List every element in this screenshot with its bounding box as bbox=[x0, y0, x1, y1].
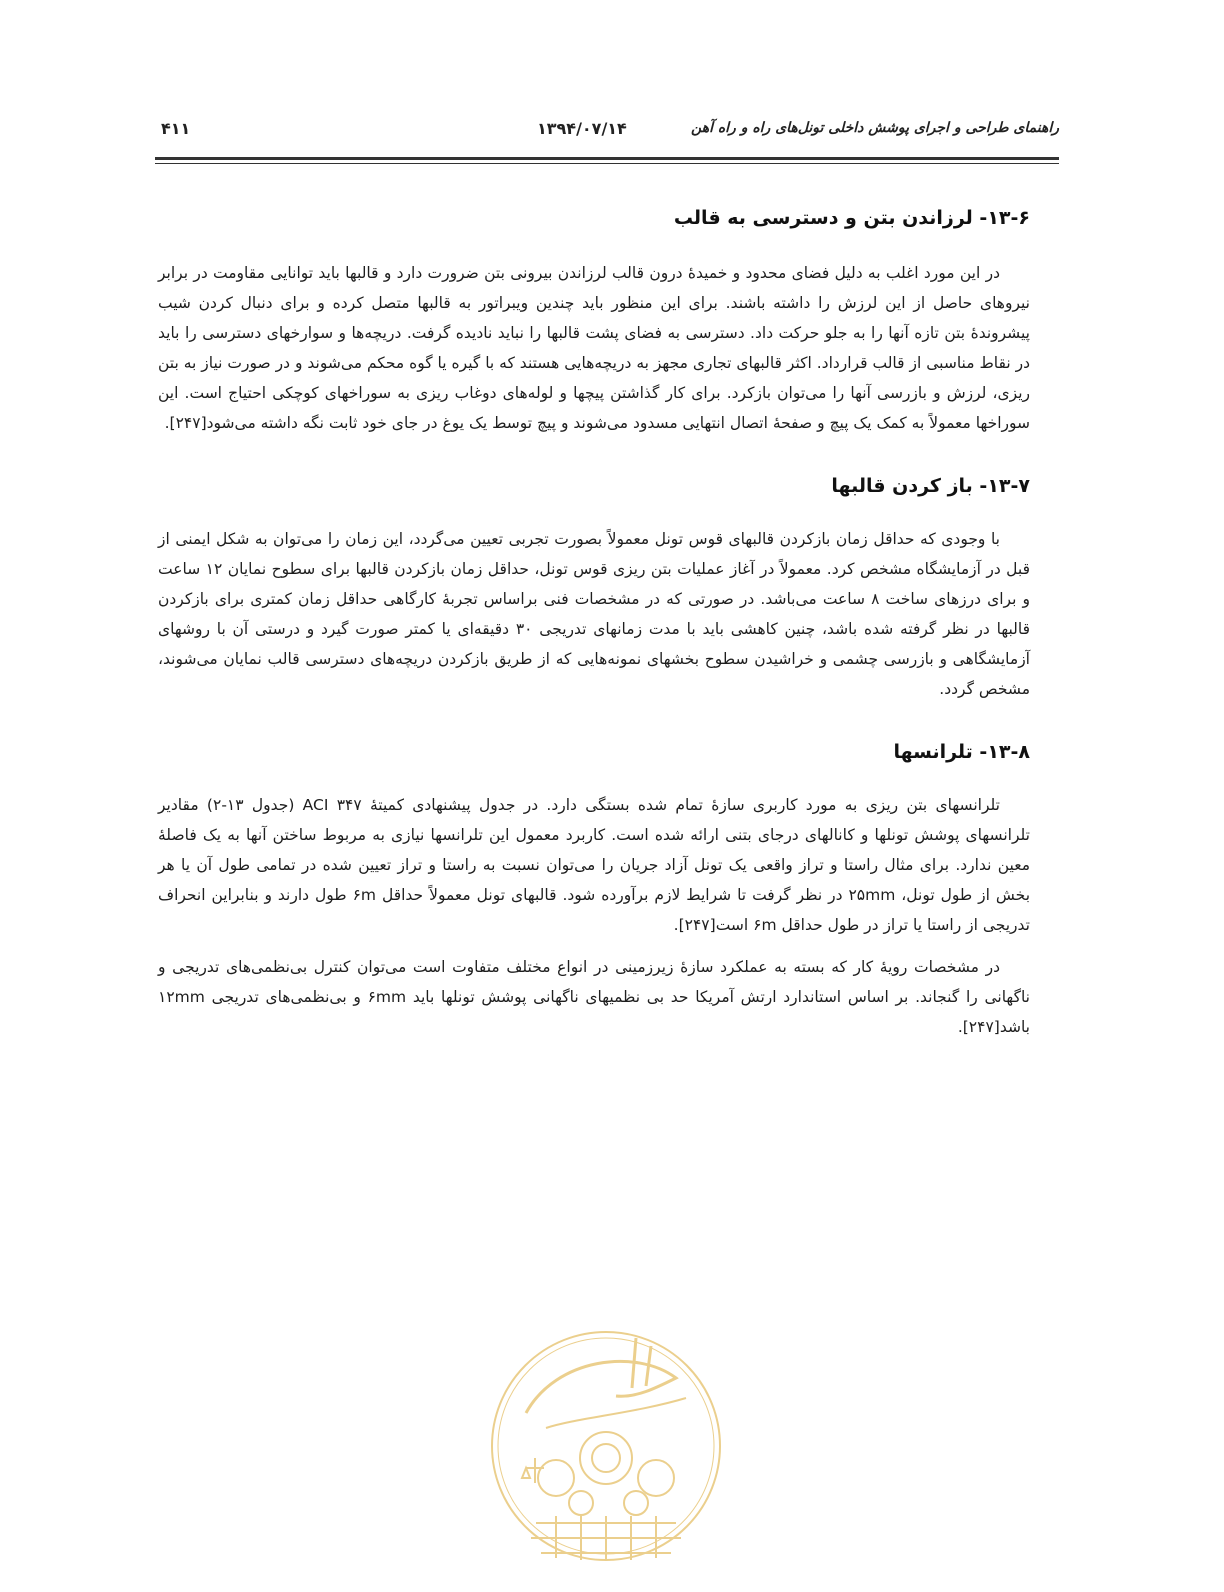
section-heading: ۱۳-۶- لرزاندن بتن و دسترسی به قالب bbox=[673, 207, 1030, 229]
running-title: راهنمای طراحی و اجرای پوشش داخلی تونل‌های راه و راه آهن bbox=[691, 120, 1059, 136]
page-header bbox=[155, 116, 1059, 156]
paragraph: با وجودی که حداقل زمان بازکردن قالبهای قوس تونل معمولاً بصورت تجربی تعیین می‌گردد، این زمان را می‌توان به شکل ایمنی از قبل در آزمایشگاه مشخص کرد. معمولاً در آغاز عملیات بتن ریزی قوس تونل، حداقل زمان بازکردن قالبها برای سطوح نمایان ۱۲ ساعت و برای درزهای ساخت ۸ ساعت می‌باشد. در صورتی که در مشخصات فنی براساس تجربهٔ کارگاهی حداقل زمان کمتری برای بازکردن قالبها در نظر گرفته شده باشد، چنین کاهشی باید با مدت زمانهای تدریجی ۳۰ دقیقه‌ای یا کمتر صورت گیرد و درستی آن با روشهای آزمایشگاهی و بازرسی چشمی و خراشیدن سطوح بخشهای نمونه‌هایی که از طریق بازکردن دریچه‌های دسترسی قالب نمایان می‌شوند، مشخص گردد. bbox=[158, 530, 1030, 698]
paragraph: تلرانسهای بتن ریزی به مورد کاربری سازهٔ تمام شده بستگی دارد. در جدول پیشنهادی کمیتهٔ ACI ۳۴۷ (جدول ۱۳-۲) مقادیر تلرانسهای پوشش تونلها و کانالهای درجای بتنی ارائه شده است. کاربرد معمول این تلرانسها نیازی به مربوط ساختن آنها به یک فاصلهٔ معین ندارد. برای مثال راستا و تراز واقعی یک تونل آزاد جریان را می‌توان نسبت به راستا و تراز تعیین شده در تمامی طول آن یا هر بخش از طول تونل، ۲۵mm در نظر گرفت تا شرایط لازم برآورده شود. قالبهای تونل معمولاً حداقل ۶m طول دارند و بنابراین انحراف تدریجی از راستا یا تراز در طول حداقل ۶m است[۲۴۷]. bbox=[158, 796, 1031, 934]
page-number: ۴۱۱ bbox=[161, 119, 191, 138]
watermark-seal bbox=[486, 1318, 726, 1588]
paragraph: در این مورد اغلب به دلیل فضای محدود و خمیدهٔ درون قالب لرزاندن بیرونی بتن ضرورت دارد و قالبها باید توانایی مقاومت در برابر نیروهای حاصل از این لرزش را داشته باشند. برای این منظور باید چندین ویبراتور به قالبها متصل کرده و برای دنبال کردن شیب پیشروندهٔ بتن تازه آنها را به جلو حرکت داد. دسترسی به فضای پشت قالبها را نباید نادیده گرفت. دریچه‌ها و سوارخهای دسترسی را باید در نقاط مناسبی از قالب قرارداد. اکثر قالبهای تجاری مجهز به دریچه‌هایی هستند که با گیره یا گوه محکم می‌شوند و در صورت نیاز به بتن ریزی، لرزش و بازرسی آنها را می‌توان بازکرد. برای کار گذاشتن پیچها و لوله‌های دوغاب ریزی به سوراخهای کوچکی احتیاج است. این سوراخها معمولاً به کمک یک پیچ و صفحهٔ اتصال انتهایی مسدود می‌شوند و پیچ توسط یک یوغ در جای خود ثابت نگه داشته می‌شود[۲۴۷]. bbox=[158, 264, 1030, 432]
header-date: ۱۳۹۴/۰۷/۱۴ bbox=[537, 119, 627, 138]
paragraph: در مشخصات رویهٔ کار که بسته به عملکرد سازهٔ زیرزمینی در انواع مختلف متفاوت است می‌توان کنترل بی‌نظمی‌های تدریجی و ناگهانی را گنجاند. بر اساس استاندارد ارتش آمریکا حد بی نظمیهای ناگهانی پوشش تونلها باید ۶mm و بی‌نظمی‌های تدریجی ۱۲mm باشد[۲۴۷]. bbox=[158, 958, 1030, 1036]
header-rule-thin bbox=[155, 163, 1059, 164]
header-rule-thick bbox=[155, 157, 1059, 160]
section-heading: ۱۳-۸- تلرانسها bbox=[893, 741, 1030, 763]
page-body bbox=[158, 198, 1030, 1042]
section-heading: ۱۳-۷- باز کردن قالبها bbox=[831, 475, 1030, 497]
seal-graphic bbox=[486, 1318, 726, 1588]
